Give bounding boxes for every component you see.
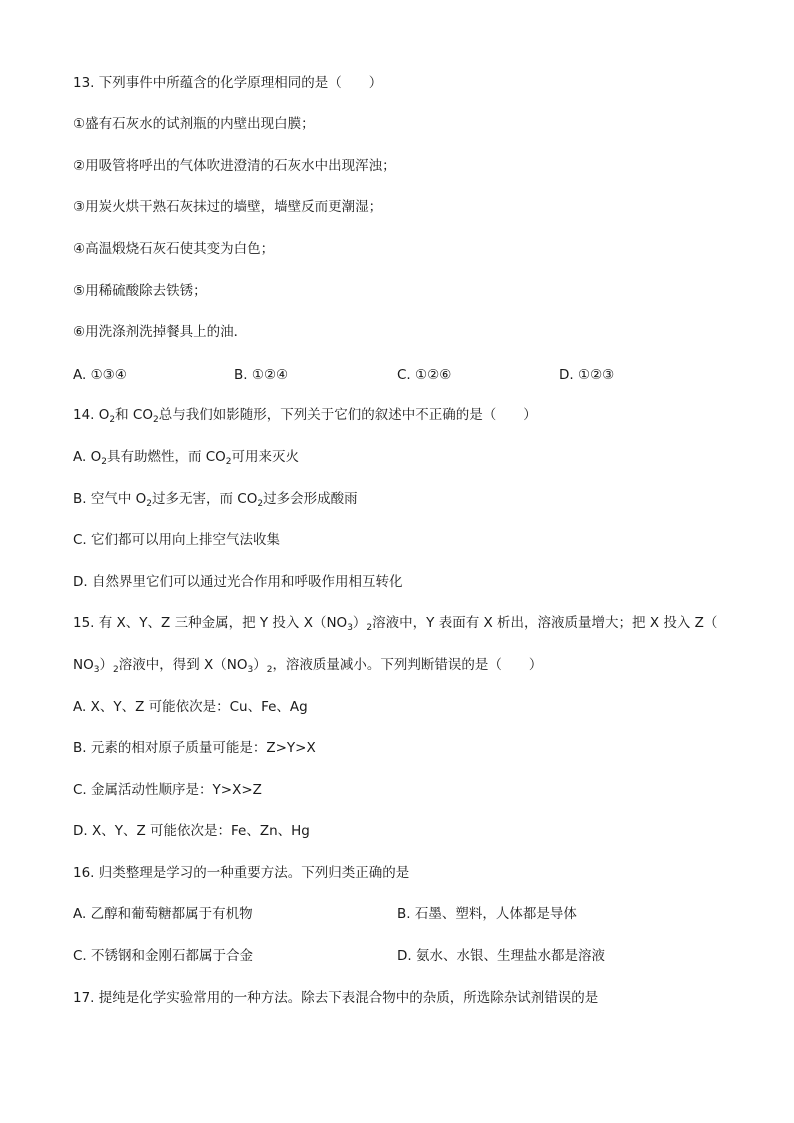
- q14-option-c: C. 它们都可以用向上排空气法收集: [73, 532, 281, 548]
- q13-item-5: ⑤用稀硫酸除去铁锈；: [73, 283, 207, 299]
- q14-option-b: B. 空气中 $O_2$过多无害，而 $CO_2$过多会形成酸雨: [73, 491, 358, 509]
- q15-stem-line-2: $NO_3)_2$溶液中，得到 $X(NO_3)_2$，溶液质量减小。下列判断错误的是（ ）: [73, 657, 543, 675]
- q13-option-b: B. ①②④: [234, 367, 289, 383]
- q15-option-a: A. X、Y、Z 可能依次是：Cu、Fe、Ag: [73, 699, 308, 715]
- q16-option-a: A. 乙醇和葡萄糖都属于有机物: [73, 906, 253, 922]
- q15-option-c: C. 金属活动性顺序是：Y>X>Z: [73, 782, 262, 798]
- q15-option-b: B. 元素的相对原子质量可能是：Z>Y>X: [73, 740, 316, 756]
- q13-stem: 13. 下列事件中所蕴含的化学原理相同的是（ ）: [73, 75, 383, 91]
- q14-option-a: A. $O_2$具有助燃性，而 $CO_2$可用来灭火: [73, 449, 300, 467]
- q15-option-d: D. X、Y、Z 可能依次是：Fe、Zn、Hg: [73, 823, 310, 839]
- q13-item-2: ②用吸管将呼出的气体吹进澄清的石灰水中出现浑浊；: [73, 158, 396, 174]
- q16-option-c: C. 不锈钢和金刚石都属于合金: [73, 948, 254, 964]
- q14-stem: 14. $O_2$和 $CO_2$总与我们如影随形，下列关于它们的叙述中不正确的是（ ）: [73, 407, 537, 425]
- q13-item-6: ⑥用洗涤剂洗掉餐具上的油．: [73, 324, 248, 340]
- q13-option-c: C. ①②⑥: [397, 367, 452, 383]
- q16-option-b: B. 石墨、塑料，人体都是导体: [397, 906, 577, 922]
- q13-item-4: ④高温煅烧石灰石使其变为白色；: [73, 241, 275, 257]
- q13-item-1: ①盛有石灰水的试剂瓶的内壁出现白膜；: [73, 116, 315, 132]
- q16-option-d: D. 氨水、水银、生理盐水都是溶液: [397, 948, 605, 964]
- q13-option-d: D. ①②③: [559, 367, 615, 383]
- q13-option-a: A. ①③④: [73, 367, 127, 383]
- q16-stem: 16. 归类整理是学习的一种重要方法。下列归类正确的是: [73, 865, 410, 881]
- q17-stem: 17. 提纯是化学实验常用的一种方法。除去下表混合物中的杂质，所选除杂试剂错误的是: [73, 990, 599, 1006]
- q15-stem-line-1: 15. 有 X、Y、Z 三种金属，把 Y 投入 $X(NO_3)_2$溶液中，Y 表面有 X 析出，溶液质量增大；把 X 投入 Z（: [73, 615, 718, 633]
- q13-item-3: ③用炭火烘干熟石灰抹过的墙壁，墙壁反而更潮湿；: [73, 199, 383, 215]
- q14-option-d: D. 自然界里它们可以通过光合作用和呼吸作用相互转化: [73, 574, 403, 590]
